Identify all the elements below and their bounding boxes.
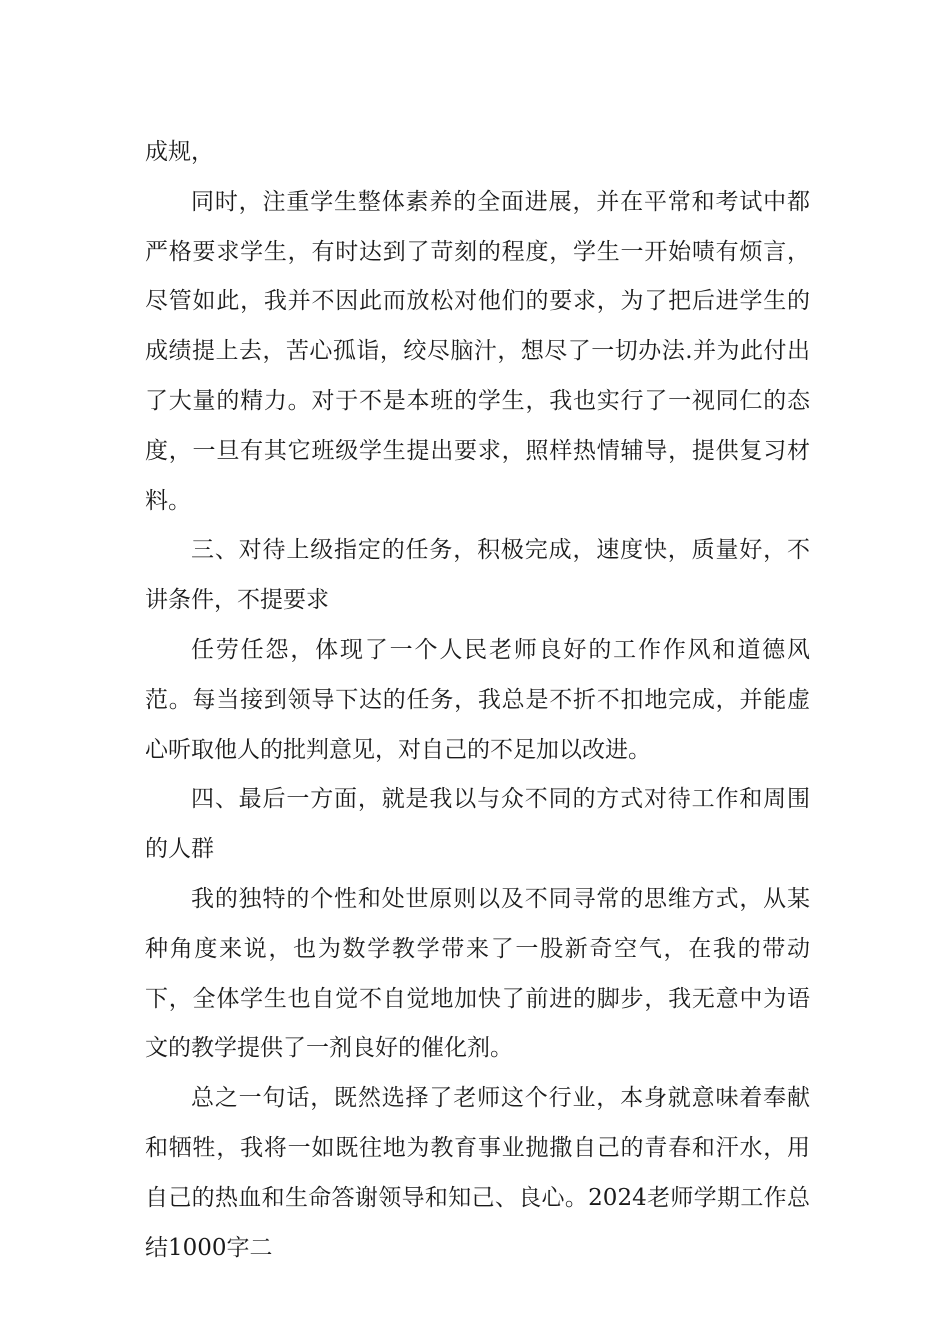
section-heading-four: 四、最后一方面，就是我以与众不同的方式对待工作和周围的人群 [145, 786, 810, 863]
paragraph-conclusion: 总之一句话，既然选择了老师这个行业，本身就意味着奉献和牺牲，我将一如既往地为教育事业抛撒自己的青春和汗水，用自己的热血和生命答谢领导和知己、良心。2024老师学期工作总结1000字二 [145, 1085, 810, 1261]
paragraph-work-ethic: 任劳任怨，体现了一个人民老师良好的工作作风和道德风范。每当接到领导下达的任务，我总是不折不扣地完成，并能虚心听取他人的批判意见，对自己的不足加以改进。 [145, 636, 810, 763]
paragraph-continuation: 成规， [145, 139, 214, 165]
paragraph-unique-personality: 我的独特的个性和处世原则以及不同寻常的思维方式，从某种角度来说，也为数学教学带来了一股新奇空气，在我的带动下，全体学生也自觉不自觉地加快了前进的脚步，我无意中为语文的教学提供了一剂良好的催化剂。 [145, 885, 810, 1062]
section-heading-three: 三、对待上级指定的任务，积极完成，速度快，质量好，不讲条件，不提要求 [145, 537, 810, 614]
paragraph-strict-requirements: 同时，注重学生整体素养的全面进展，并在平常和考试中都严格要求学生，有时达到了苛刻的程度，学生一开始啧有烦言，尽管如此，我并不因此而放松对他们的要求，为了把后进学生的成绩提上去，苦心孤诣，绞尽脑汁，想尽了一切办法.并为此付出了大量的精力。对于不是本班的学生，我也实行了一视同仁的态度，一旦有其它班级学生提出要求，照样热情辅导，提供复习材料。 [145, 188, 810, 514]
document-page [145, 128, 810, 1273]
